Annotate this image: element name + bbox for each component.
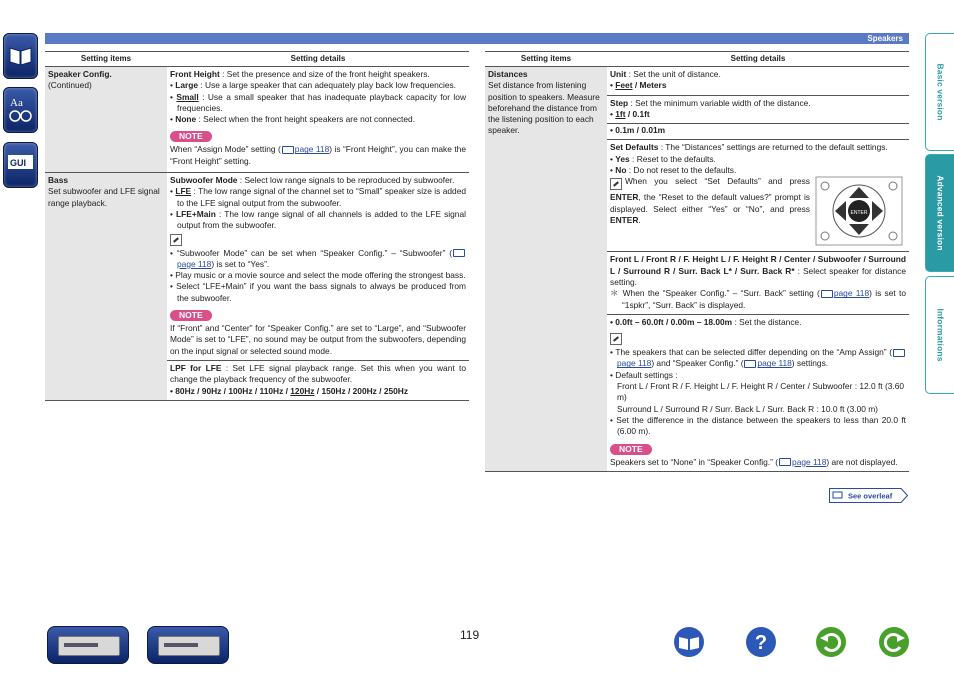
help-icon xyxy=(745,626,777,658)
svg-text:GUI: GUI xyxy=(10,158,27,168)
table-row-speaker-config: Speaker Config. (Continued) Front Height : Set the presence and size of the front height speakers. • Large : Use a large speaker that can adequately play back low frequencies. • Small : Use a small speaker that has inadequate playback capacity for low frequencies. • None : Select when the front height speakers are not connected. NOTE When “Assign Mode” setting ( page 118) is “Front Height”, you can make the “Front Height” setting. xyxy=(45,67,469,173)
section-header-bar xyxy=(45,33,909,44)
table-row-bass: Bass Set subwoofer and LFE signal range playback. Subwoofer Mode : Select low range signals to be reproduced by subwoofer. • LFE : The low range signal of the channel set to “Small” speaker size is added to the LFE signal output from the subwoofer. • LFE+Main : The low range signal of all channels is added to the LFE signal output from the subwoofer. • “Subwoofer Mode” can be set when “Speaker Config.” – “Subwoofer” (page 118) is set to “Yes”. • Play music or a movie source and select the mode offering the strongest bass. • Select “LFE+Main” if you want the bass signals to always be produced from the subwoofer. NOTE If “Front” and “Center” for “Speaker Config.” are set to “Large”, and “Subwoofer Mode” is set to “LFE”, no sound may be output from the subwoofers, depending on the input signal or selected sound mode. LPF for LFE : Set LFE signal playback range. Set this when you want to change the playback frequency of the subwoofer. • 80Hz / 90Hz / 100Hz / 110Hz / 120Hz / 150Hz / 200Hz / 250Hz xyxy=(45,173,469,401)
tab-informations[interactable] xyxy=(925,276,954,394)
option-none: None xyxy=(175,114,197,125)
item-desc: Set subwoofer and LFE signal range playback. xyxy=(48,186,160,208)
book-icon xyxy=(7,40,34,70)
item-sub: (Continued) xyxy=(48,80,92,91)
back-button[interactable] xyxy=(815,626,847,658)
item-name: Distances xyxy=(488,69,528,79)
option-yes: Yes xyxy=(615,153,630,164)
page-link[interactable]: page 118 xyxy=(833,288,870,299)
option-lfe: LFE xyxy=(175,186,192,197)
item-name: Bass xyxy=(48,175,69,186)
header-setting-details: Setting details xyxy=(167,52,469,67)
page-ref-icon xyxy=(282,146,294,154)
channel-list-title: Front L / Front R / F. Height L / F. Height R / Center / Subwoofer / Surround L / Surround R / Surr. Back L* / Surr. Back R* xyxy=(610,254,906,276)
settings-table-right xyxy=(485,51,909,472)
book-icon xyxy=(673,626,705,658)
set-defaults-title: Set Defaults xyxy=(610,142,659,153)
option-small: Small xyxy=(176,91,199,102)
option-lfe-main: LFE+Main xyxy=(176,208,216,219)
page-ref-icon xyxy=(453,249,465,257)
front-height-title: Front Height xyxy=(170,69,220,79)
tip-pencil-icon xyxy=(610,333,622,345)
header-setting-details: Setting details xyxy=(607,52,909,67)
page-link[interactable]: page 118 xyxy=(177,258,212,269)
svg-text:Aa: Aa xyxy=(10,97,23,109)
tip-pencil-icon xyxy=(610,178,622,190)
unit-title: Unit xyxy=(610,69,627,79)
back-icon xyxy=(815,626,847,658)
see-overleaf-button[interactable] xyxy=(829,488,908,503)
page-link[interactable]: page 118 xyxy=(757,358,792,369)
page-ref-icon xyxy=(893,349,905,357)
step-default: 1ft xyxy=(615,108,626,119)
remote-receiver-icon xyxy=(158,636,220,656)
table-row-distances: Distances Set distance from listening position to speakers. Measure beforehand the distance from the listening position to each speaker. Unit : Set the unit of distance. • Feet / Meters Step : Set the minimum variable width of the distance. • 1ft / 0.1ft • 0.1m / 0.01m Set Defaults : The “Distances” settings are returned to the default settings. • Yes : Reset to the defaults. • No : Do not reset to the defaults. When you select “Set Defaults” and press ENTER, the “Reset to the default values?” prompt is displayed. Select either “Yes” or “No”, and press ENTER. ENTER Front L / Front R / F. Height L / F. Height R / Center / Subwoofer / Surround L / Surround R / Surr. Back L* / Surr. Back R* : Select speaker for distance setting. ＊ When the “Speaker Config.” – “Surr. Back” setting ( page 118) is set to “1spkr”, “Surr. Back” is displayed. • 0.0ft – 60.0ft / 0.00m – 18.00m : Set the distance. • The speakers that can be selected differ depending on the “Amp Assign” (page 118) and “Speaker Config.” ( page 118) settings. • Default settings : Front L / Front R / F. Height L / F. Height R / Center / Subwoofer : 12.0 ft (3.60 m) Surround L / Surround R / Surr. Back L / Surr. Back R : 10.0 ft (3.00 m) • Set the difference in the distance between the speakers to less than 20.0 ft (6.00 m). NOTE Speakers set to “None” in “Speaker Config.” ( page 118) are not displayed. xyxy=(485,67,909,472)
page-ref-icon xyxy=(779,458,791,466)
distance-range: 0.0ft – 60.0ft / 0.00m – 18.00m xyxy=(615,316,733,327)
unit-default: Feet xyxy=(615,80,633,91)
forward-icon xyxy=(878,626,910,658)
receiver-button[interactable] xyxy=(47,626,129,664)
see-overleaf-label: See overleaf xyxy=(848,491,893,501)
page-link[interactable]: page 118 xyxy=(294,144,330,155)
tip-pencil-icon xyxy=(170,234,182,246)
page-ref-icon xyxy=(744,360,756,368)
note-badge: NOTE xyxy=(610,444,652,455)
option-large: Large xyxy=(175,80,199,91)
tab-informations-label: Informations xyxy=(935,308,946,362)
forward-button[interactable] xyxy=(878,626,910,658)
tab-basic-version[interactable] xyxy=(925,33,954,151)
item-desc: Set distance from listening position to speakers. Measure beforehand the distance from the listening position to each speaker. xyxy=(488,80,600,136)
page-link[interactable]: page 118 xyxy=(617,358,652,369)
remote-enter-label: ENTER xyxy=(850,210,868,217)
tab-advanced-version[interactable] xyxy=(925,154,954,272)
header-setting-items: Setting items xyxy=(45,52,167,67)
section-title: Speakers xyxy=(867,34,903,43)
step-title: Step xyxy=(610,97,629,108)
note-badge: NOTE xyxy=(170,131,212,142)
page-link[interactable]: page 118 xyxy=(792,456,827,467)
remote-cursor-pad-illustration xyxy=(815,176,903,246)
receiver-icon xyxy=(58,636,120,656)
book-tab[interactable] xyxy=(3,33,38,79)
svg-text:?: ? xyxy=(754,632,768,654)
page-ref-icon xyxy=(821,290,833,298)
note-badge: NOTE xyxy=(170,310,212,321)
contents-button[interactable] xyxy=(673,626,705,658)
subwoofer-mode-title: Subwoofer Mode xyxy=(170,175,238,186)
header-setting-items: Setting items xyxy=(485,52,607,67)
option-no: No xyxy=(615,165,627,176)
remote-receiver-button[interactable] xyxy=(147,626,229,664)
item-name: Speaker Config. xyxy=(48,69,112,79)
font-icon xyxy=(7,94,34,126)
settings-table-left xyxy=(45,51,469,401)
gui-icon xyxy=(7,149,34,179)
gui-tab[interactable] xyxy=(3,142,38,188)
note-text: If “Front” and “Center” for “Speaker Config.” are set to “Large”, and “Subwoofer Mode” is set to “LFE”, no sound may be output from the subwoofers, depending on the input signal or selected sound mode. xyxy=(170,323,466,356)
help-button[interactable] xyxy=(745,626,777,658)
lpf-title: LPF for LFE xyxy=(170,362,222,373)
tab-advanced-version-label: Advanced version xyxy=(935,175,946,251)
tab-basic-version-label: Basic version xyxy=(935,63,946,121)
page-number: 119 xyxy=(460,628,480,642)
font-tab[interactable] xyxy=(3,87,38,133)
lpf-default: 120Hz xyxy=(290,385,315,396)
